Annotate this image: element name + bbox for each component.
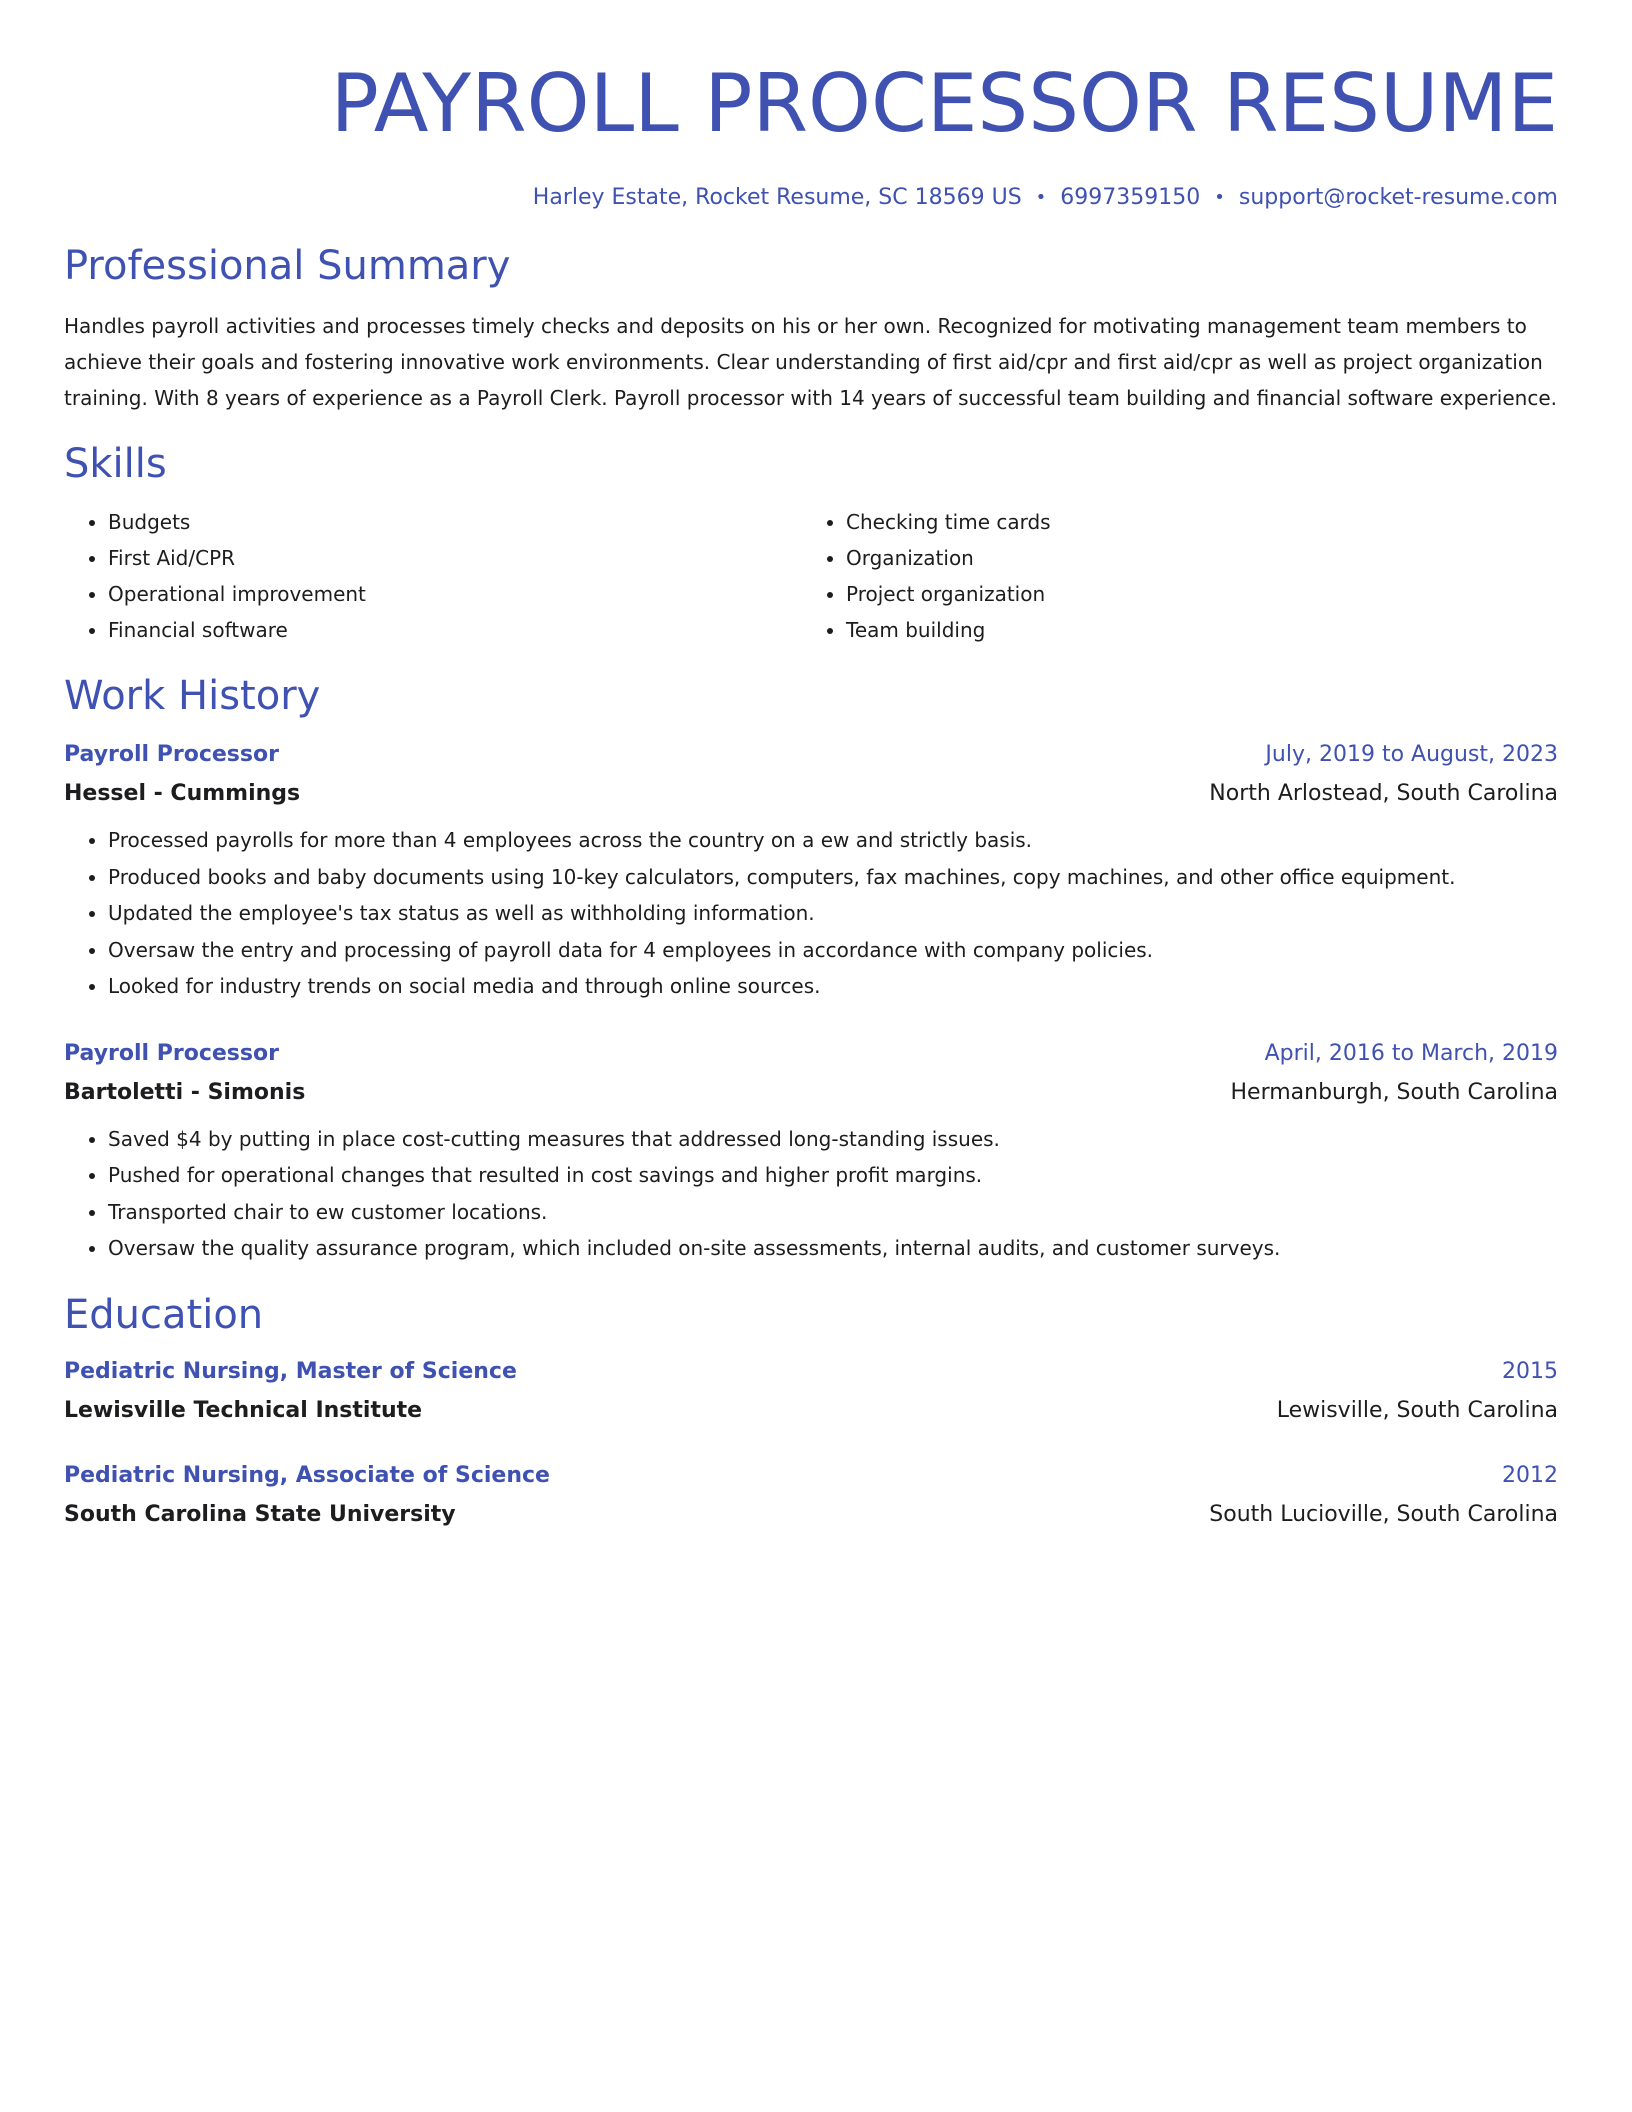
job-dates: July, 2019 to August, 2023 xyxy=(1265,742,1558,767)
education-heading: Education xyxy=(64,1291,264,1338)
education-school-row xyxy=(64,1495,1558,1535)
contact-address: Harley Estate, Rocket Resume, SC 18569 US xyxy=(532,185,1022,210)
contact-phone: 6997359150 xyxy=(1060,185,1201,210)
summary-text: Handles payroll activities and processes timely checks and deposits on his or her own. Recognized for motivating management team members to achieve their goals and fostering innovative work environments. Clear understanding of first aid/cpr and first aid/cpr as well as project organization training. With 8 years of experience as a Payroll Clerk. Payroll processor with 14 years of successful team building and financial software experience. xyxy=(64,314,1557,410)
education-school-row xyxy=(64,1391,1558,1431)
education-school: Lewisville Technical Institute xyxy=(64,1397,423,1423)
job-company-row xyxy=(64,1073,1558,1113)
job-header-row xyxy=(64,1035,1558,1073)
skills-column-right xyxy=(802,504,1540,648)
job-company-row xyxy=(64,774,1558,814)
job-bullet: • Saved $4 by putting in place cost-cutting measures that addressed long-standing issues. xyxy=(108,1121,1558,1158)
job-role: Payroll Processor xyxy=(64,1040,279,1066)
education-location: Lewisville, South Carolina xyxy=(1276,1397,1558,1423)
job-bullet: • Processed payrolls for more than 4 employees across the country on a ew and strictly basis. xyxy=(108,822,1558,859)
job-entry xyxy=(64,736,1558,1005)
skill-item: • First Aid/CPR xyxy=(108,540,802,576)
skills-grid xyxy=(64,504,1558,648)
education-degree: Pediatric Nursing, Master of Science xyxy=(64,1358,517,1384)
job-bullets xyxy=(64,1121,1558,1267)
contact-email: support@rocket-resume.com xyxy=(1238,185,1558,210)
resume-page xyxy=(64,54,1558,1535)
education-header-row xyxy=(64,1457,1558,1495)
job-bullet: • Transported chair to ew customer locations. xyxy=(108,1194,1558,1231)
education-degree: Pediatric Nursing, Associate of Science xyxy=(64,1462,550,1488)
summary-heading: Professional Summary xyxy=(64,243,511,289)
contact-line xyxy=(64,182,1558,214)
skill-item: • Team building xyxy=(846,612,1540,648)
skill-item: • Operational improvement xyxy=(108,576,802,612)
job-company: Hessel - Cummings xyxy=(64,781,301,806)
education-header-row xyxy=(64,1353,1558,1391)
job-bullet: • Updated the employee's tax status as well as withholding information. xyxy=(108,895,1558,932)
contact-separator: • xyxy=(1214,187,1225,208)
skill-item: • Financial software xyxy=(108,612,802,648)
skills-column-left xyxy=(64,504,802,648)
job-location: Hermanburgh, South Carolina xyxy=(1230,1079,1558,1105)
education-school: South Carolina State University xyxy=(64,1501,456,1527)
job-bullet: • Produced books and baby documents using 10-key calculators, computers, fax machines, copy machines, and other office equipment. xyxy=(108,859,1558,896)
resume-title: PAYROLL PROCESSOR RESUME xyxy=(330,57,1558,150)
job-bullets xyxy=(64,822,1558,1005)
contact-separator: • xyxy=(1035,187,1047,208)
job-bullet: • Oversaw the quality assurance program, which included on-site assessments, internal audits, and customer surveys. xyxy=(108,1230,1558,1267)
education-year: 2015 xyxy=(1502,1358,1558,1384)
job-header-row xyxy=(64,736,1558,774)
job-role: Payroll Processor xyxy=(64,742,279,767)
job-bullet: • Looked for industry trends on social media and through online sources. xyxy=(108,968,1558,1005)
education-location: South Lucioville, South Carolina xyxy=(1209,1501,1558,1527)
education-entry xyxy=(64,1457,1558,1535)
skill-item: • Project organization xyxy=(846,576,1540,612)
education-year: 2012 xyxy=(1502,1462,1558,1488)
job-entry xyxy=(64,1035,1558,1267)
job-bullet: • Pushed for operational changes that resulted in cost savings and higher profit margins. xyxy=(108,1157,1558,1194)
job-bullet: • Oversaw the entry and processing of payroll data for 4 employees in accordance with company policies. xyxy=(108,932,1558,969)
skill-item: • Checking time cards xyxy=(846,504,1540,540)
job-dates: April, 2016 to March, 2019 xyxy=(1264,1040,1558,1066)
job-company: Bartoletti - Simonis xyxy=(64,1079,306,1105)
job-location: North Arlostead, South Carolina xyxy=(1209,781,1558,806)
education-entry xyxy=(64,1353,1558,1431)
work-history-heading: Work History xyxy=(64,673,321,719)
skills-heading: Skills xyxy=(64,441,167,487)
skill-item: • Budgets xyxy=(108,504,802,540)
skill-item: • Organization xyxy=(846,540,1540,576)
